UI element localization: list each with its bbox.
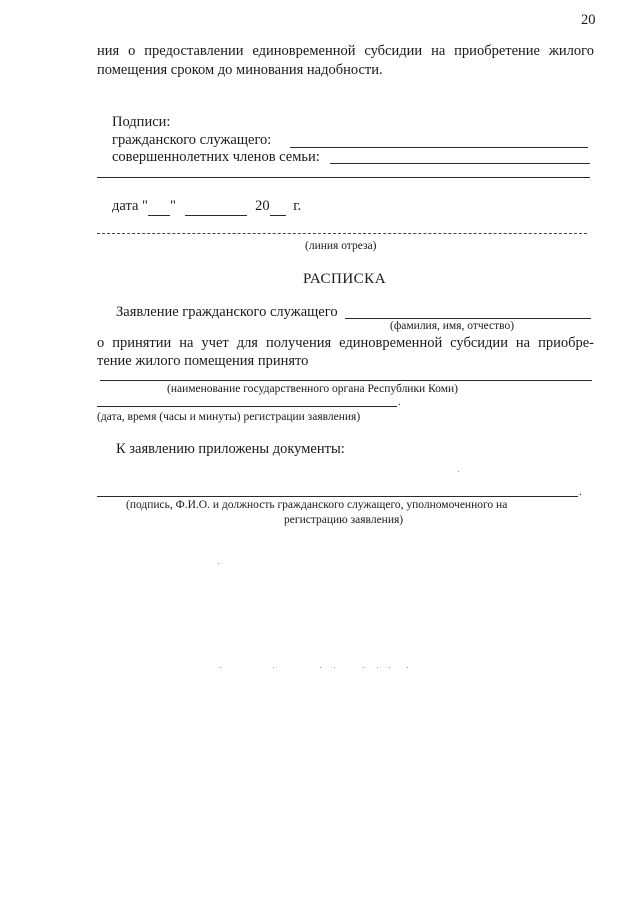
scan-speck (363, 667, 364, 668)
family-signature-line-2 (97, 177, 590, 178)
scan-speck (218, 563, 219, 564)
family-signature-label: совершеннолетних членов семьи: (112, 149, 320, 165)
scan-speck (458, 471, 459, 472)
receipt-line-b: тение жилого помещения принято (97, 353, 309, 369)
registration-period: . (398, 396, 401, 408)
page-number: 20 (581, 12, 596, 28)
receipt-line-a: о принятии на учет для получения единовременной субсидии на приобре- (97, 335, 594, 351)
family-signature-line (330, 163, 590, 164)
registration-line (97, 406, 397, 407)
scan-speck (377, 667, 378, 668)
fio-caption: (фамилия, имя, отчество) (390, 320, 515, 332)
authorized-signature-period: . (579, 486, 582, 498)
cut-line-caption: (линия отреза) (305, 240, 377, 252)
date-year-prefix: 20 (255, 198, 270, 214)
scan-speck (220, 667, 221, 668)
date-month-blank (185, 198, 247, 216)
continuation-line-2: помещения сроком до минования надобности. (97, 62, 383, 78)
scan-speck (273, 667, 274, 668)
organ-line (100, 380, 592, 381)
scan-speck (320, 667, 321, 668)
scan-speck (334, 667, 335, 668)
signature-caption-1: (подпись, Ф.И.О. и должность гражданского служащего, уполномоченного на (126, 499, 508, 511)
date-mid: " (169, 198, 176, 214)
civil-servant-signature-line (290, 147, 588, 148)
scan-speck (389, 667, 390, 668)
authorized-signature-line (97, 496, 578, 497)
receipt-title: РАСПИСКА (303, 271, 387, 287)
registration-caption: (дата, время (часы и минуты) регистрации заявления) (97, 411, 361, 423)
date-label (112, 198, 301, 216)
signatures-heading: Подписи: (112, 114, 171, 130)
scan-speck (407, 667, 408, 668)
attached-docs-label: К заявлению приложены документы: (116, 441, 345, 457)
civil-servant-signature-label: гражданского служащего: (112, 132, 272, 148)
applicant-name-line (345, 318, 591, 319)
statement-prefix: Заявление гражданского служащего (116, 304, 338, 320)
cut-line (97, 233, 587, 234)
date-suffix: г. (293, 198, 302, 214)
date-day-blank (148, 198, 170, 216)
organ-caption: (наименование государственного органа Республики Коми) (167, 383, 458, 395)
signature-caption-2: регистрацию заявления) (284, 514, 404, 526)
continuation-line-1: ния о предоставлении единовременной субсидии на приобретение жилого (97, 43, 594, 59)
date-prefix: дата " (112, 198, 148, 214)
date-year-blank (270, 198, 286, 216)
